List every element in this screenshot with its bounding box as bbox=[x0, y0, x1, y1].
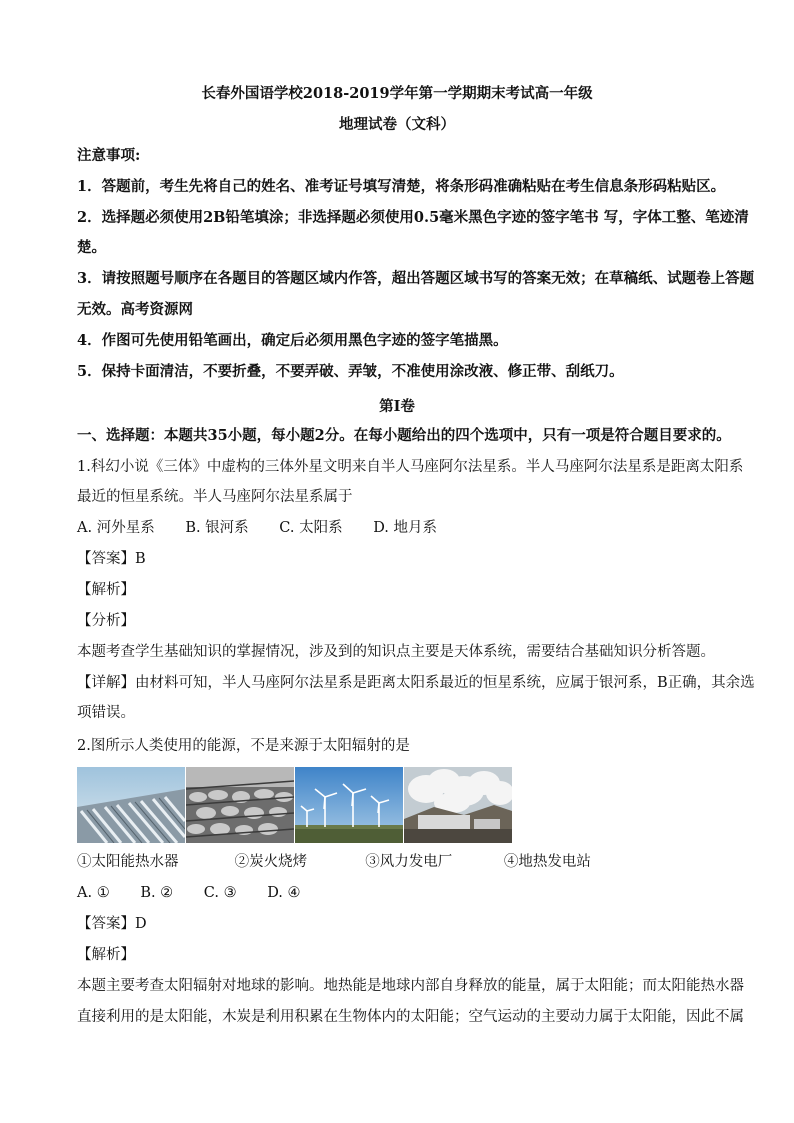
notice-item-3: 3．请按照题号顺序在各题目的答题区域内作答，超出答题区域书写的答案无效；在草稿纸、试题卷上答题 bbox=[77, 270, 755, 287]
q2-stem: 2.图所示人类使用的能源，不是来源于太阳辐射的是 bbox=[77, 738, 410, 754]
q1-detail-cont: 项错误。 bbox=[77, 705, 135, 721]
q1-option-c: C. 太阳系 bbox=[279, 520, 343, 536]
notice-item-4: 4．作图可先使用铅笔画出，确定后必须用黑色字迹的签字笔描黑。 bbox=[77, 332, 508, 349]
q2-option-d: D. ④ bbox=[267, 885, 301, 901]
section-instruction: 一、选择题：本题共35小题，每小题2分。在每小题给出的四个选项中，只有一项是符合题目要求的。 bbox=[77, 427, 731, 444]
notice-item-3-cont: 无效。高考资源网 bbox=[77, 301, 193, 318]
q1-answer: 【答案】B bbox=[77, 551, 146, 567]
section-title: 第Ⅰ卷 bbox=[379, 398, 415, 415]
notice-item-2: 2．选择题必须使用2B铅笔填涂；非选择题必须使用0.5毫米黑色字迹的签字笔书 写，字体工整、笔迹清 bbox=[77, 209, 749, 226]
q2-explanation: 本题主要考查太阳辐射对地球的影响。地热能是地球内部自身释放的能量，属于太阳能；而太阳能热水器 bbox=[77, 978, 744, 994]
q2-caption-2: ②炭火烧烤 bbox=[234, 854, 308, 870]
q1-options bbox=[77, 518, 737, 538]
q2-caption-4: ④地热发电站 bbox=[503, 854, 591, 870]
q1-stem: 1.科幻小说《三体》中虚构的三体外星文明来自半人马座阿尔法星系。半人马座阿尔法星系是距离太阳系 bbox=[77, 459, 744, 475]
q2-answer: 【答案】D bbox=[77, 916, 147, 932]
q1-option-a: A. 河外星系 bbox=[77, 520, 155, 536]
q2-caption-3: ③风力发电厂 bbox=[365, 854, 453, 870]
q1-fenxi: 本题考查学生基础知识的掌握情况，涉及到的知识点主要是天体系统，需要结合基础知识分析答题。 bbox=[77, 644, 715, 660]
q2-option-a: A. ① bbox=[77, 885, 110, 901]
geothermal-plant-photo bbox=[404, 767, 512, 843]
notice-heading: 注意事项: bbox=[77, 147, 141, 164]
exam-title: 长春外国语学校2018-2019学年第一学期期末考试高一年级 bbox=[201, 85, 593, 102]
notice-item-1: 1．答题前，考生先将自己的姓名、准考证号填写清楚，将条形码准确粘贴在考生信息条形码粘贴区。 bbox=[77, 178, 726, 195]
q2-caption-1: ①太阳能热水器 bbox=[77, 854, 179, 870]
exam-subtitle: 地理试卷（文科） bbox=[339, 116, 455, 133]
notice-item-5: 5．保持卡面清洁，不要折叠，不要弄破、弄皱，不准使用涂改液、修正带、刮纸刀。 bbox=[77, 363, 624, 380]
q2-image-strip bbox=[77, 767, 517, 843]
q1-option-b: B. 银河系 bbox=[185, 520, 249, 536]
notice-item-2-cont: 楚。 bbox=[77, 239, 106, 256]
q1-detail: 【详解】由材料可知，半人马座阿尔法星系是距离太阳系最近的恒星系统，应属于银河系，B正确，其余选 bbox=[77, 675, 755, 691]
q1-fenxi-label: 【分析】 bbox=[77, 613, 135, 629]
q2-option-c: C. ③ bbox=[203, 885, 237, 901]
q2-explanation-cont: 直接利用的是太阳能，木炭是利用积累在生物体内的太阳能；空气运动的主要动力属于太阳能，因此不属 bbox=[77, 1009, 744, 1025]
q1-analysis-label: 【解析】 bbox=[77, 582, 135, 598]
wind-farm-photo bbox=[295, 767, 403, 843]
q1-stem-cont: 最近的恒星系统。半人马座阿尔法星系属于 bbox=[77, 489, 353, 505]
solar-water-heater-photo bbox=[77, 767, 185, 843]
q2-option-b: B. ② bbox=[140, 885, 174, 901]
charcoal-barbecue-photo bbox=[186, 767, 294, 843]
q2-captions bbox=[77, 852, 737, 872]
q1-option-d: D. 地月系 bbox=[373, 520, 438, 536]
q2-options bbox=[77, 883, 737, 903]
q2-analysis-label: 【解析】 bbox=[77, 947, 135, 963]
